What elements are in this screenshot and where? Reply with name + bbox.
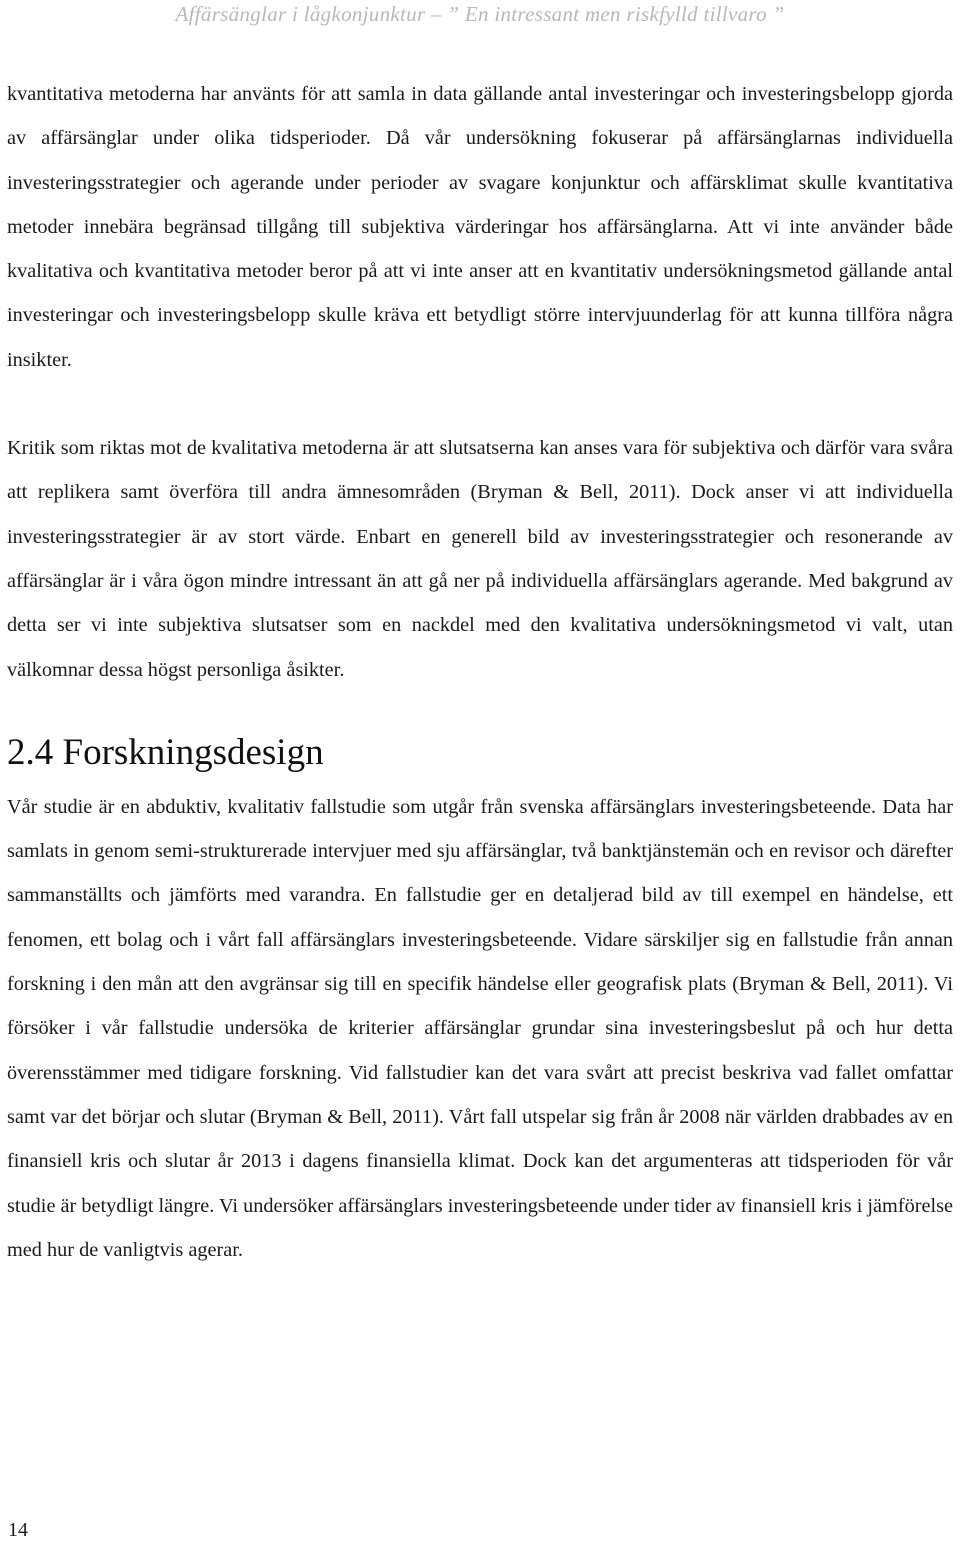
running-header: Affärsänglar i lågkonjunktur – ” En intressant men riskfylld tillvaro ” <box>175 2 785 26</box>
body-paragraph-critique: Kritik som riktas mot de kvalitativa metoderna är att slutsatserna kan anses vara för subjektiva och därför vara svåra att replikera samt överföra till andra ämnesområden (Bryman & Bell, 2011). Dock anser vi att individuella investeringsstrategier är av stort värde. Enbart en generell bild av investeringsstrategier och resonerande av affärsänglar är i våra ögon mindre intressant än att gå ner på individuella affärsänglars agerande. Med bakgrund av detta ser vi inte subjektiva slutsatser som en nackdel med den kvalitativa undersökningsmetod vi valt, utan välkomnar dessa högst personliga åsikter. <box>7 437 953 681</box>
section-heading: 2.4 Forskningsdesign <box>7 731 324 773</box>
body-paragraph-research-design: Vår studie är en abduktiv, kvalitativ fallstudie som utgår från svenska affärsänglars investeringsbeteende. Data har samlats in genom semi-strukturerade intervjuer med sju affärsänglar, två banktjänstemän och en revisor och därefter sammanställts och jämförts med varandra. En fallstudie ger en detaljerad bild av till exempel en händelse, ett fenomen, ett bolag och i vårt fall affärsänglars investeringsbeteende. Vidare särskiljer sig en fallstudie från annan forskning i den mån att den avgränsar sig till en specifik händelse eller geografisk plats (Bryman & Bell, 2011). Vi försöker i vår fallstudie undersöka de kriterier affärsänglar grundar sina investeringsbeslut på och hur detta överensstämmer med tidigare forskning. Vid fallstudier kan det vara svårt att precist beskriva vad fallet omfattar samt var det börjar och slutar (Bryman & Bell, 2011). Vårt fall utspelar sig från år 2008 när världen drabbades av en finansiell kris och slutar år 2013 i dagens finansiella klimat. Dock kan det argumenteras att tidsperioden för vår studie är betydligt längre. Vi undersöker affärsänglars investeringsbeteende under tider av finansiell kris i jämförelse med hur de vanligtvis agerar. <box>7 795 953 1261</box>
page-number: 14 <box>8 1519 28 1541</box>
body-paragraph-methods: kvantitativa metoderna har använts för att samla in data gällande antal investeringar och investeringsbelopp gjorda av affärsänglar under olika tidsperioder. Då vår undersökning fokuserar på affärsänglarnas individuella investeringsstrategier och agerande under perioder av svagare konjunktur och affärsklimat skulle kvantitativa metoder innebära begränsad tillgång till subjektiva värderingar hos affärsänglarna. Att vi inte använder både kvalitativa och kvantitativa metoder beror på att vi inte anser att en kvantitativ undersökningsmetod gällande antal investeringar och investeringsbelopp skulle kräva ett betydligt större intervjuunderlag för att kunna tillföra några insikter. <box>7 83 953 371</box>
document-body <box>7 72 953 1272</box>
